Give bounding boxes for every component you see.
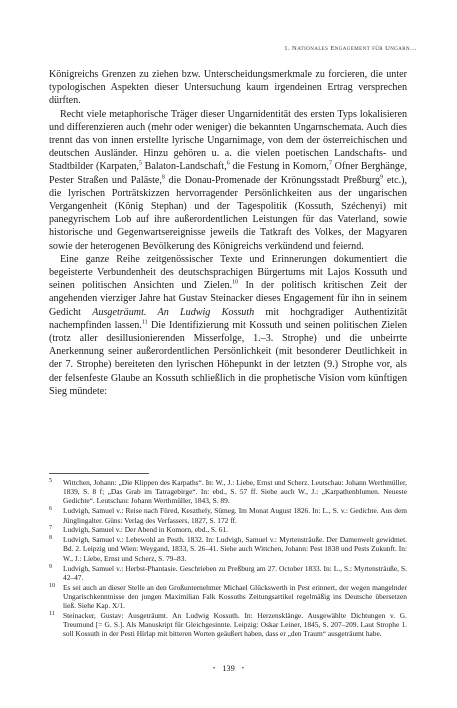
footnote-marker[interactable]: 5 (138, 161, 142, 168)
text-run: In der politisch kritischen Zeit der angehenden vierziger Jahre hat Gustav Steinacker dieses Engagement für ihn in seinem Gedicht (49, 280, 407, 318)
paragraph (49, 68, 407, 108)
page-number: 139 (222, 664, 235, 673)
footnote (49, 583, 407, 611)
text-run: Balaton-Landschaft, (141, 161, 227, 173)
footnote-number: 5 (49, 478, 52, 484)
text-run: mit hochgradiger Authentizität nachempfinden lassen. (49, 306, 407, 331)
footnote (49, 506, 407, 524)
footnote-marker[interactable]: 10 (232, 279, 239, 286)
footnote-text: Ludvigh, Samuel v.: Herbst-Phantasie. Geschrieben zu Preßburg am 27. October 1833. In: L., S.: Myrtensträuße, S. 42–47. (63, 563, 407, 582)
footnote-marker[interactable]: 7 (328, 161, 332, 168)
footnote (49, 478, 407, 506)
footnote-number: 9 (49, 563, 52, 570)
text-run: Königreichs Grenzen zu ziehen bzw. Unterscheidungsmerkmale zu forcieren, die unter typologischen Aspekten dieser Untersuchung kaum irgendeinen Ertrag versprechen dürften. (49, 69, 407, 107)
footnote-text: Ludvigh, Samuel v.: Reise nach Füred, Keszthely, Sümeg. Im Monat August 1826. In: L., S. v.: Gedichte. Aus dem Jünglingalter. Güns: Verlag des Verfassers, 1827, S. 172 ff. (63, 506, 407, 525)
footnote-number: 6 (49, 506, 52, 513)
footnote-text: Ludvigh, Samuel v.: Der Abend in Komorn, ebd., S. 61. (63, 525, 228, 535)
footnotes (49, 478, 407, 639)
main-text (49, 68, 407, 398)
footnote-marker[interactable]: 11 (141, 319, 148, 326)
text-run: die Festung in Komorn, (229, 161, 329, 173)
footnote (49, 525, 407, 534)
footnote-rule (49, 473, 149, 474)
paragraph (49, 253, 407, 398)
page-folio (0, 664, 457, 673)
poem-title: Ausgeträumt. An Ludwig Kossuth (92, 306, 255, 318)
footnote-marker[interactable]: 9 (380, 174, 384, 181)
footnote-text: Es sei auch an dieser Stelle an den Großunternehmer Michael Glückswerth in Pest erinnert, der wegen mangelnder Ungarischkenntnisse den jungen Maximilian Falk Kossuths Zeitungsartikel regelmäßig ins Deutsche übersetzen ließ. Siehe Kap. X/1. (63, 582, 407, 611)
footnote-marker[interactable]: 6 (226, 161, 230, 168)
footnote-text: Ludvigh, Samuel v.: Lebewohl an Pesth. 1832. In: Ludvigh, Samuel v.: Myrtensträuße. Der Damenwelt gewidmet. Bd. 2. Leipzig und Wien: Weygand, 1833, S. 26–41. Siehe auch Wittchen, Johann: Pest 1838 und Pests Zukunft. In: W., J.: Liebe, Ernst und Scherz, S. 79–83. (63, 535, 407, 563)
footnote-number: 10 (49, 582, 55, 589)
footnote-number: 11 (49, 610, 55, 617)
footnote-marker[interactable]: 8 (161, 174, 165, 181)
footnote-number: 7 (49, 525, 52, 532)
footnote-text: Wittchen, Johann: „Die Klippen des Karpaths“. In: W., J.: Liebe, Ernst und Scherz. Leutschau: Johann Werthmüller, 1839, S. 8 f; „Das Grab im Tatragebirge“. In: ebd., S. 57 ff. Siehe auch W., J.: „Karpathenblumen. Neueste Gedichte“. Leutschau: Johann Werthmüller, 1843, S. 89. (63, 478, 407, 506)
footnote (49, 564, 407, 582)
text-run: etc.), die lyrischen Porträtskizzen hervorragender Persönlichkeiten aus der ungarischen Vergangenheit (König Stephan) und der Tagespolitik (Kossuth, Széchenyi) mit panegyrischem Lob auf ihre außerordentlichen Leistungen für das Vaterland, sowie historische und Gegenwartsereignisse jeweils die Tatkraft des Volkes, der Magyaren sowie der heterogenen Bevölkerung des Königreichs verkündend und feiernd. (49, 174, 407, 252)
text-run: Eine ganze Reihe zeitgenössischer Texte und Erinnerungen dokumentiert die begeisterte Verbundenheit des deutschsprachigen Bürgertums mit Lajos Kossuth und seinen politischen Ansichten und Zielen. (49, 253, 407, 292)
folio-bullet-right: • (241, 666, 244, 672)
running-head: 1. Nationales Engagement für Ungarn… (284, 45, 417, 52)
footnote (49, 535, 407, 563)
text-run: die Donau-Promenade der Krönungsstadt Preßburg (164, 174, 381, 186)
text-run: Die Identifizierung mit Kossuth und seinen politischen Zielen (trotz aller desillusionierenden Misserfolge, 1.–3. Strophe) und die unbeirrte Anerkennung seiner außerordentlichen Persönlichkeit (mit besonderer Deutlichkeit in der 7. Strophe) bereiteten den lyrischen Höhepunkt in der letzten (9.) Strophe vor, als der felsenfeste Glaube an Kossuth schließlich in die prophetische Vision vom künftigen Sieg mündete: (49, 319, 407, 397)
folio-bullet-left: • (213, 666, 216, 672)
footnote-number: 8 (49, 535, 52, 542)
text-run: Recht viele metaphorische Träger dieser Ungarnidentität des ersten Typs lokalisieren und differenzieren auch (mehr oder weniger) die bekannten Ungarnschemata. Auch dies trennt das von innen erstellte lyrische Ungarnimage, von dem der österreichischen und deutschen Ausländer. Hinzu gehören u. a. die vielen poetischen Landschafts- und Stadtbilder (Karpaten, (49, 108, 407, 173)
footnote-text: Steinacker, Gustav: Ausgeträumt. An Ludwig Kossuth. In: Herzensklänge. Ausgewählte Dichtungen v. G. Treumund [= G. S.]. Als Manuskript für Gleichgesinnte. Leipzig: Oskar Leiner, 1845, S. 207–209. Laut Strophe 1. soll Kossuth in der Pesti Hírlap mit bitteren Worten geäußert haben, dass er „den Traum“ ausgeträumt habe. (63, 610, 407, 639)
footnote (49, 611, 407, 639)
text-run: Ofner Berghänge, Pester Straßen und Paläste, (49, 161, 407, 186)
paragraph (49, 108, 407, 253)
